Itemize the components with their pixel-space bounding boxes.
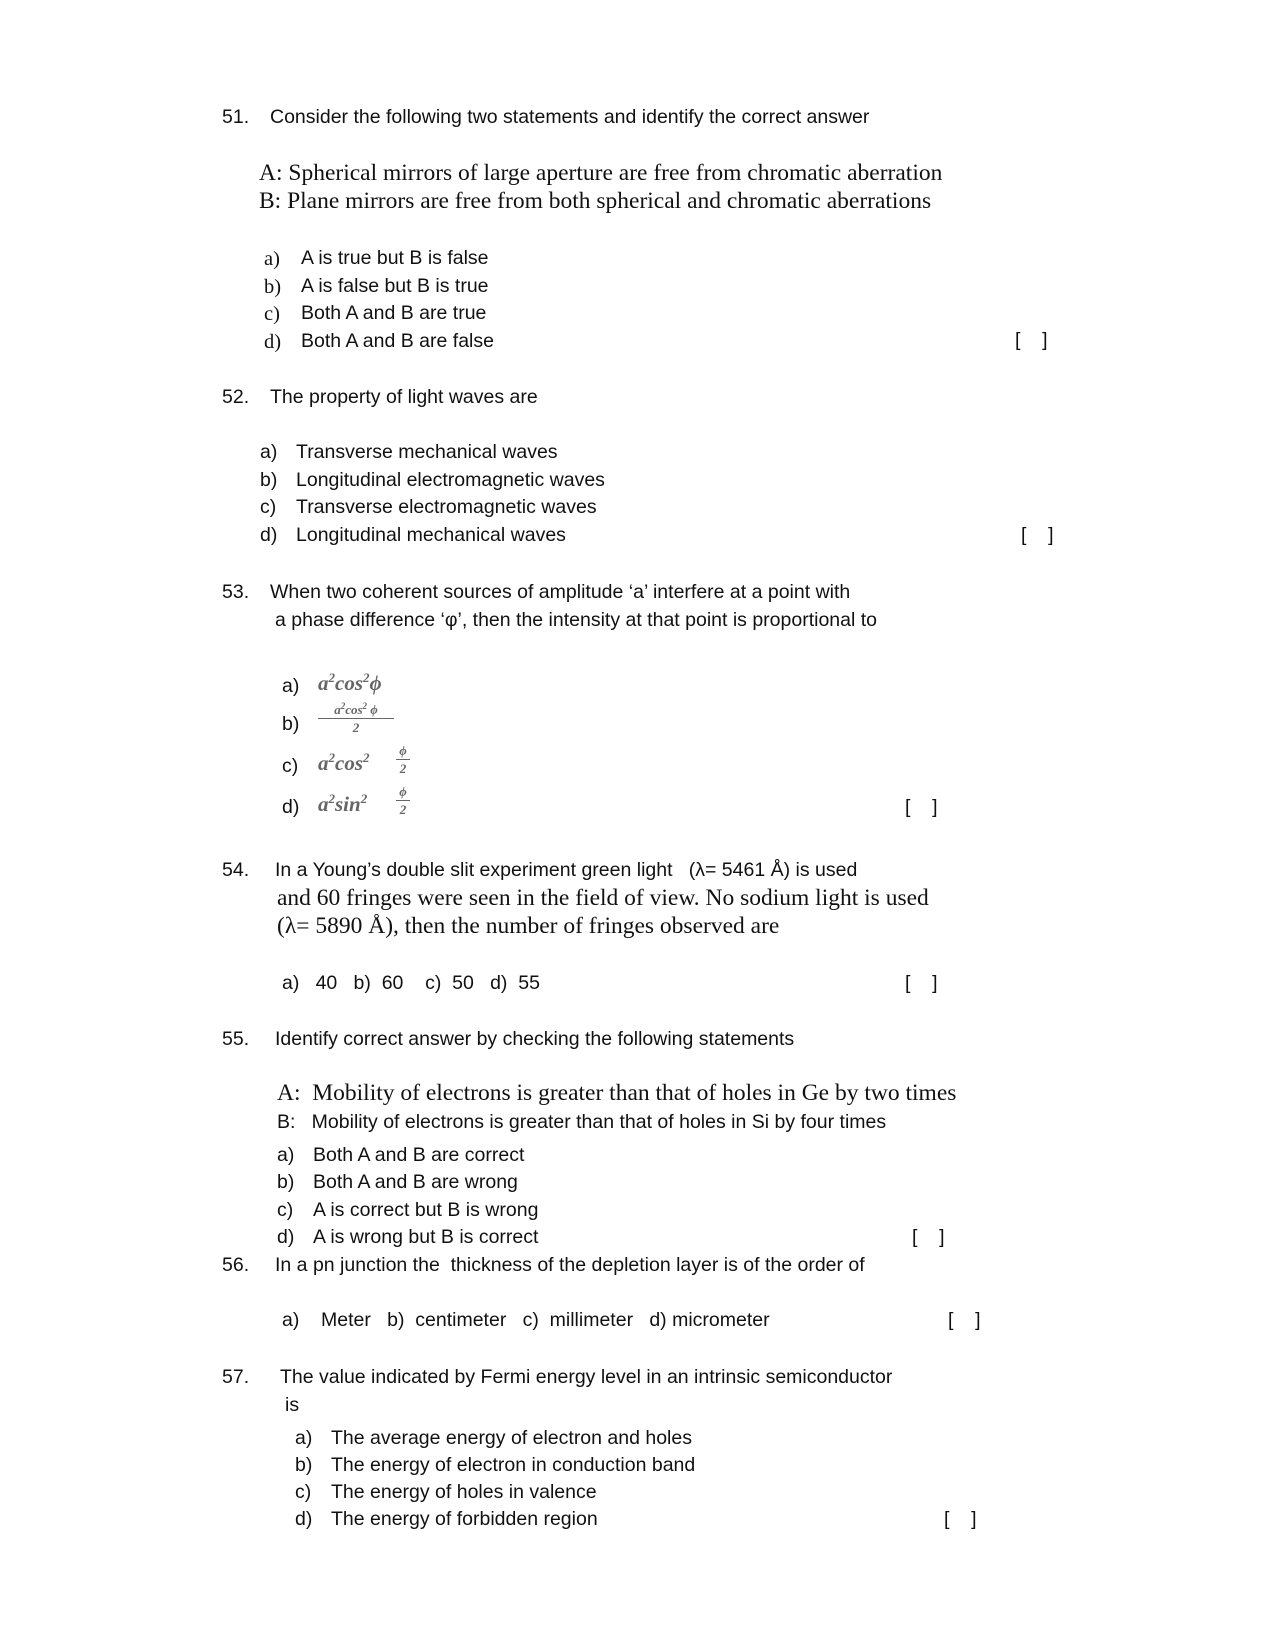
- option-letter: b): [282, 713, 300, 735]
- question-text-line2: and 60 fringes were seen in the field of view. No sodium light is used: [277, 885, 929, 911]
- option-text: The energy of electron in conduction band: [331, 1454, 696, 1476]
- question-text-line2: is: [285, 1394, 300, 1416]
- option-letter: c): [282, 755, 299, 777]
- answer-box[interactable]: [ ]: [905, 972, 938, 994]
- answer-box[interactable]: [ ]: [944, 1508, 977, 1530]
- question-text-line3: (λ= 5890 Å), then the number of fringes observed are: [277, 913, 780, 939]
- question-text: In a pn junction the thickness of the depletion layer is of the order of: [275, 1254, 865, 1276]
- answer-box[interactable]: [ ]: [905, 796, 938, 818]
- question-number: 54.: [222, 859, 250, 881]
- option-letter: d): [282, 796, 300, 818]
- question-number: 57.: [222, 1366, 250, 1388]
- option-letter: b): [295, 1454, 313, 1476]
- option-letter: a): [264, 248, 280, 270]
- option-text: The energy of holes in valence: [331, 1481, 597, 1503]
- option-text: The average energy of electron and holes: [331, 1427, 692, 1449]
- answer-box[interactable]: [ ]: [912, 1226, 945, 1248]
- option-letter: b): [277, 1171, 295, 1193]
- option-letter: a): [277, 1144, 295, 1166]
- statement-a: A: Spherical mirrors of large aperture are free from chromatic aberration: [259, 160, 943, 186]
- option-letter: c): [295, 1481, 312, 1503]
- question-number: 52.: [222, 386, 250, 408]
- formula-d: $a^2\sin^2$: [318, 791, 368, 816]
- option-letter: b): [260, 469, 278, 491]
- option-text: A is true but B is false: [301, 247, 489, 269]
- option-text: Both A and B are wrong: [313, 1171, 518, 1193]
- formula-d-fraction: ϕ 2: [396, 785, 410, 816]
- answer-box[interactable]: [ ]: [1021, 524, 1054, 546]
- option-letter: d): [264, 331, 282, 353]
- answer-box[interactable]: [ ]: [1015, 329, 1048, 351]
- option-text: A is false but B is true: [301, 275, 489, 297]
- formula-c-fraction: ϕ 2: [396, 744, 410, 775]
- question-text: The property of light waves are: [270, 386, 538, 408]
- option-letter: d): [277, 1226, 295, 1248]
- statement-b: B: Plane mirrors are free from both spherical and chromatic aberrations: [259, 188, 932, 214]
- option-text: The energy of forbidden region: [331, 1508, 598, 1530]
- option-text: Both A and B are true: [301, 302, 487, 324]
- question-text: Identify correct answer by checking the following statements: [275, 1028, 795, 1050]
- option-text: Longitudinal mechanical waves: [296, 524, 566, 546]
- question-text-line1: The value indicated by Fermi energy level in an intrinsic semiconductor: [280, 1366, 893, 1388]
- formula-a: $a^2\cos^2\phi$: [318, 670, 382, 695]
- question-text-line1: In a Young’s double slit experiment green light (λ= 5461 Å) is used: [275, 859, 858, 881]
- option-letter: d): [260, 524, 278, 546]
- option-text: Transverse mechanical waves: [296, 441, 558, 463]
- option-letter: a): [260, 441, 278, 463]
- option-letter: b): [264, 276, 282, 298]
- option-text: A is wrong but B is correct: [313, 1226, 539, 1248]
- option-text: A is correct but B is wrong: [313, 1199, 539, 1221]
- formula-c: $a^2\cos^2$: [318, 750, 370, 775]
- formula-b: $a^2\cos^2$ ϕ 2: [318, 702, 394, 734]
- option-letter: c): [277, 1199, 294, 1221]
- option-text: Both A and B are false: [301, 330, 494, 352]
- option-letter: c): [264, 303, 280, 325]
- question-text-line1: When two coherent sources of amplitude ‘a’ interfere at a point with: [270, 581, 851, 603]
- option-letter: a): [295, 1427, 313, 1449]
- option-text: Both A and B are correct: [313, 1144, 525, 1166]
- question-number: 51.: [222, 106, 250, 128]
- option-letter: c): [260, 496, 277, 518]
- statement-a: A: Mobility of electrons is greater than that of holes in Ge by two times: [277, 1080, 957, 1106]
- question-number: 55.: [222, 1028, 250, 1050]
- option-letter: a): [282, 675, 300, 697]
- option-letter: d): [295, 1508, 313, 1530]
- option-text: Transverse electromagnetic waves: [296, 496, 597, 518]
- question-number: 56.: [222, 1254, 250, 1276]
- question-text-line2: a phase difference ‘φ’, then the intensity at that point is proportional to: [275, 609, 877, 631]
- question-number: 53.: [222, 581, 250, 603]
- question-text: Consider the following two statements and identify the correct answer: [270, 106, 870, 128]
- answer-box[interactable]: [ ]: [948, 1309, 981, 1331]
- options-line: a) 40 b) 60 c) 50 d) 55: [282, 972, 540, 994]
- option-text: Longitudinal electromagnetic waves: [296, 469, 605, 491]
- options-line: a) Meter b) centimeter c) millimeter d) micrometer: [282, 1309, 770, 1331]
- statement-b: B: Mobility of electrons is greater than that of holes in Si by four times: [277, 1111, 887, 1133]
